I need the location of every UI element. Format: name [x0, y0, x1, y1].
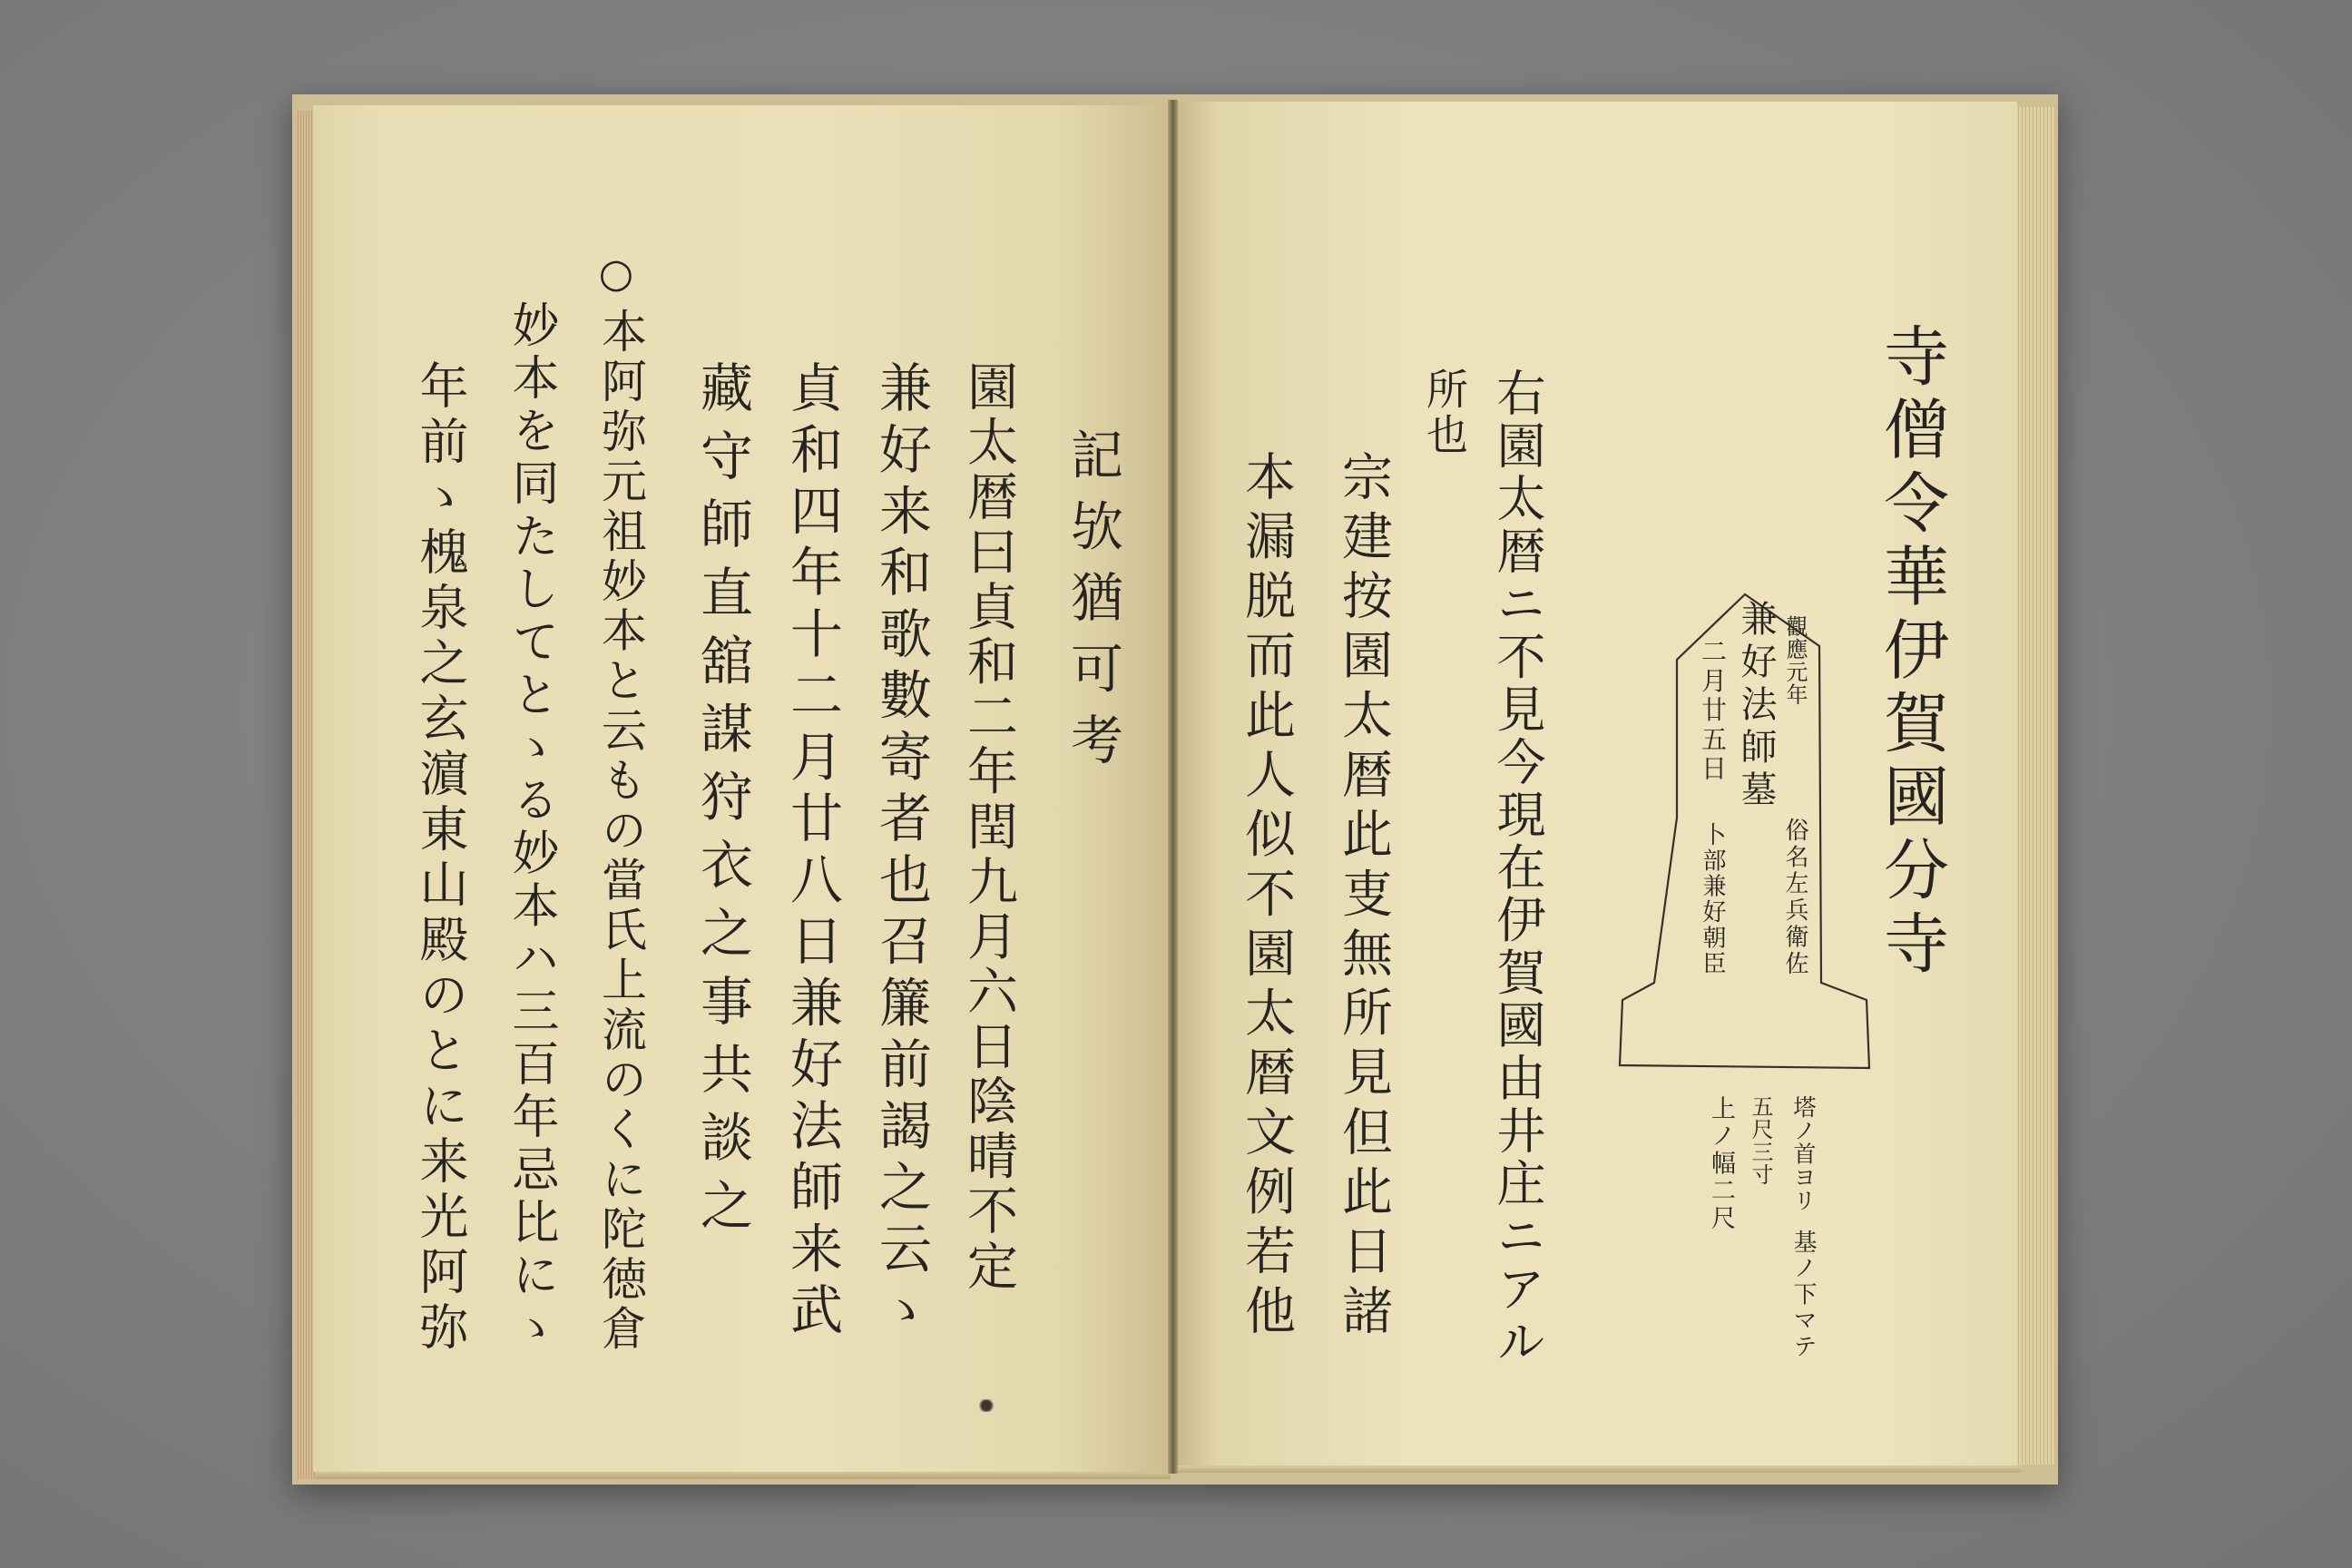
left-column-5: 藏守師直舘謀狩衣之事共談之: [691, 360, 753, 1230]
left-cursive-column-1: 本阿弥元祖妙本と云もの當氏上流のくに陀徳倉: [594, 308, 647, 1350]
right-page: [1177, 102, 2017, 1465]
left-column-2: 園太暦曰貞和二年閏九月六日陰晴不定: [959, 360, 1018, 1290]
tomb-date: 二月廿五日: [1698, 638, 1728, 780]
tomb-height-from-note: 塔ノ首ヨリ: [1790, 1095, 1817, 1211]
folio-mark: [978, 1399, 995, 1412]
left-cursive-column-2: 妙本を同たしてとゝる妙本ハ三百年忌比にゝ: [504, 300, 558, 1351]
tomb-inscription: 兼好法師墓: [1735, 600, 1777, 807]
left-column-4: 貞和四年十二月廿八日兼好法師来武: [781, 360, 843, 1335]
left-cursive-column-3: 年前ゝ槐泉之玄濵東山殿のとに来光阿弥: [412, 360, 469, 1350]
tomb-common-name: 俗名左兵衛佐: [1781, 818, 1808, 975]
page-title: 寺僧令華伊賀國分寺: [1873, 322, 1949, 975]
right-page-stack-edge: [2015, 107, 2055, 1465]
section-circle-mark: ○: [598, 250, 634, 297]
tomb-height-value: 五尺三寸: [1748, 1095, 1773, 1185]
right-column-3: 宗建按園太暦此叓無所見但此日諸: [1334, 450, 1393, 1335]
right-column-1: 右園太暦ニ不見今現在伊賀國由井庄ニアル: [1489, 368, 1546, 1365]
right-bottom-edge: [1177, 1465, 2021, 1473]
left-column-3: 兼好来和歌數寄者也召簾前謁之云ゝ: [870, 360, 932, 1335]
right-column-2: 所也: [1420, 368, 1469, 455]
tomb-outline-drawing: [1177, 102, 2017, 1465]
left-column-1: 記欤猶可考: [1062, 427, 1123, 765]
book-gutter: [1168, 100, 1178, 1474]
tomb-top-width-note: 上ノ幅二尺: [1707, 1095, 1735, 1230]
tomb-era-year: 觀應元年: [1782, 615, 1808, 705]
right-column-4: 本漏脱而此人似不園太暦文例若他: [1237, 450, 1296, 1335]
tomb-full-name: 卜部兼好朝臣: [1699, 822, 1726, 975]
tomb-height-to-note: 基ノ下マテ: [1789, 1230, 1817, 1357]
left-page: [313, 105, 1171, 1472]
